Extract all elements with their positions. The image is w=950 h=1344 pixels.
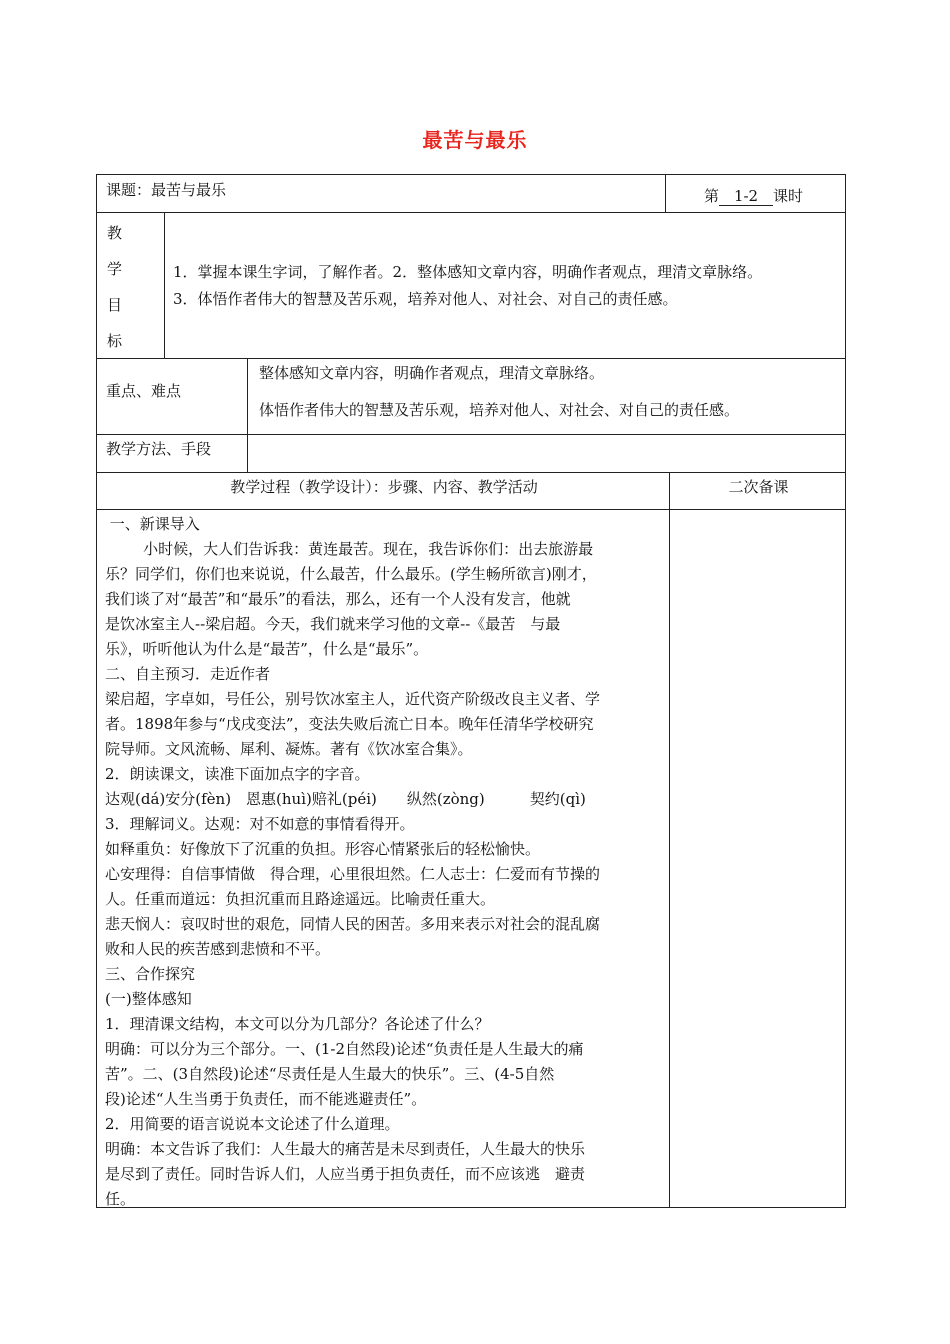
process-line: 一、新课导入 bbox=[105, 515, 200, 533]
process-text bbox=[105, 512, 665, 1212]
key-points-label-cell bbox=[96, 358, 248, 435]
objectives-label-char: 目 bbox=[107, 296, 123, 314]
process-header-cell bbox=[96, 472, 670, 510]
process-line: 如释重负：好像放下了沉重的负担。形容心情紧张后的轻松愉快。 bbox=[105, 840, 541, 858]
process-line: 三、合作探究 bbox=[105, 965, 196, 983]
process-line: 任。 bbox=[105, 1190, 136, 1208]
process-line: 是尽到了责任。同时告诉人们，人应当勇于担负责任，而不应该逃 避责 bbox=[105, 1165, 586, 1183]
key-point-line: 整体感知文章内容，明确作者观点，理清文章脉络。 bbox=[259, 364, 605, 382]
revision-header-label: 二次备课 bbox=[728, 478, 789, 496]
process-line: 2．用简要的语言说说本文论述了什么道理。 bbox=[105, 1115, 400, 1133]
objectives-label-cell bbox=[96, 212, 165, 359]
objectives-label-char: 学 bbox=[107, 260, 123, 278]
period-suffix: 课时 bbox=[773, 187, 804, 205]
key-points-content-cell bbox=[247, 358, 846, 435]
key-points-label: 重点、难点 bbox=[106, 382, 182, 400]
period-value: 1-2 bbox=[719, 188, 773, 206]
process-line: 2．朗读课文，读准下面加点字的字音。 bbox=[105, 765, 370, 783]
objectives-content-cell bbox=[164, 212, 846, 359]
process-header-label: 教学过程（教学设计）：步骤、内容、教学活动 bbox=[230, 478, 538, 496]
process-line: 明确：可以分为三个部分。一、(1-2自然段)论述“负责任是人生最大的痛 bbox=[105, 1040, 584, 1058]
process-line: 梁启超，字卓如，号任公，别号饮冰室主人，近代资产阶级改良主义者、学 bbox=[105, 690, 601, 708]
process-line: (一)整体感知 bbox=[105, 990, 192, 1008]
objectives-label-char: 教 bbox=[107, 224, 123, 242]
process-line: 悲天悯人：哀叹时世的艰危，同情人民的困苦。多用来表示对社会的混乱腐 bbox=[105, 915, 601, 933]
key-point-line: 体悟作者伟大的智慧及苦乐观，培养对他人、对社会、对自己的责任感。 bbox=[259, 401, 740, 419]
process-line: 乐》，听听他认为什么是“最苦”，什么是“最乐”。 bbox=[105, 640, 429, 658]
objective-line: 3．体悟作者伟大的智慧及苦乐观，培养对他人、对社会、对自己的责任感。 bbox=[173, 290, 678, 308]
process-line: 院导师。文风流畅、犀利、凝炼。著有《饮冰室合集》。 bbox=[105, 740, 473, 758]
process-line: 苦”。二、(3自然段)论述“尽责任是人生最大的快乐”。三、(4-5自然 bbox=[105, 1065, 555, 1083]
process-line: 段)论述“人生当勇于负责任，而不能逃避责任”。 bbox=[105, 1090, 427, 1108]
methods-content-cell bbox=[247, 434, 846, 473]
process-line: 人。任重而道远：负担沉重而且路途遥远。比喻责任重大。 bbox=[105, 890, 496, 908]
process-line: 达观(dá)安分(fèn) 恩惠(huì)赔礼(péi) 纵然(zòng) 契约(qì) bbox=[105, 790, 586, 808]
process-line: 我们谈了对“最苦”和“最乐”的看法，那么，还有一个人没有发言，他就 bbox=[105, 590, 571, 608]
methods-label-cell bbox=[96, 434, 248, 473]
process-line: 心安理得：自信事情做 得合理，心里很坦然。仁人志士：仁爱而有节操的 bbox=[105, 865, 601, 883]
process-line: 明确：本文告诉了我们：人生最大的痛苦是未尽到责任，人生最大的快乐 bbox=[105, 1140, 586, 1158]
process-line: 1．理清课文结构，本文可以分为几部分？各论述了什么？ bbox=[105, 1015, 490, 1033]
process-line: 小时候，大人们告诉我：黄连最苦。现在，我告诉你们：出去旅游最 bbox=[105, 540, 594, 558]
process-line: 者。1898年参与“戊戌变法”，变法失败后流亡日本。晚年任清华学校研究 bbox=[105, 715, 594, 733]
process-line: 3．理解词义。达观：对不如意的事情看得开。 bbox=[105, 815, 415, 833]
process-content-cell bbox=[96, 509, 670, 1208]
revision-header-cell bbox=[669, 472, 846, 510]
page-title: 最苦与最乐 bbox=[422, 128, 528, 152]
objective-line: 1．掌握本课生字词，了解作者。2．整体感知文章内容，明确作者观点，理清文章脉络。 bbox=[173, 263, 763, 281]
process-line: 乐？同学们，你们也来说说，什么最苦，什么最乐。(学生畅所欲言)刚才， bbox=[105, 565, 597, 583]
objectives-label-char: 标 bbox=[107, 332, 123, 350]
methods-label: 教学方法、手段 bbox=[106, 440, 212, 458]
period-cell bbox=[665, 174, 846, 213]
process-line: 二、自主预习．走近作者 bbox=[105, 665, 271, 683]
objectives-label bbox=[107, 215, 122, 359]
topic-cell bbox=[96, 174, 666, 213]
process-line: 败和人民的疾苦感到悲愤和不平。 bbox=[105, 940, 331, 958]
period-prefix: 第 bbox=[704, 187, 720, 205]
revision-notes-cell bbox=[669, 509, 846, 1208]
process-line: 是饮冰室主人--梁启超。今天，我们就来学习他的文章--《最苦 与最 bbox=[105, 615, 561, 633]
topic-label: 课题：最苦与最乐 bbox=[106, 181, 227, 199]
